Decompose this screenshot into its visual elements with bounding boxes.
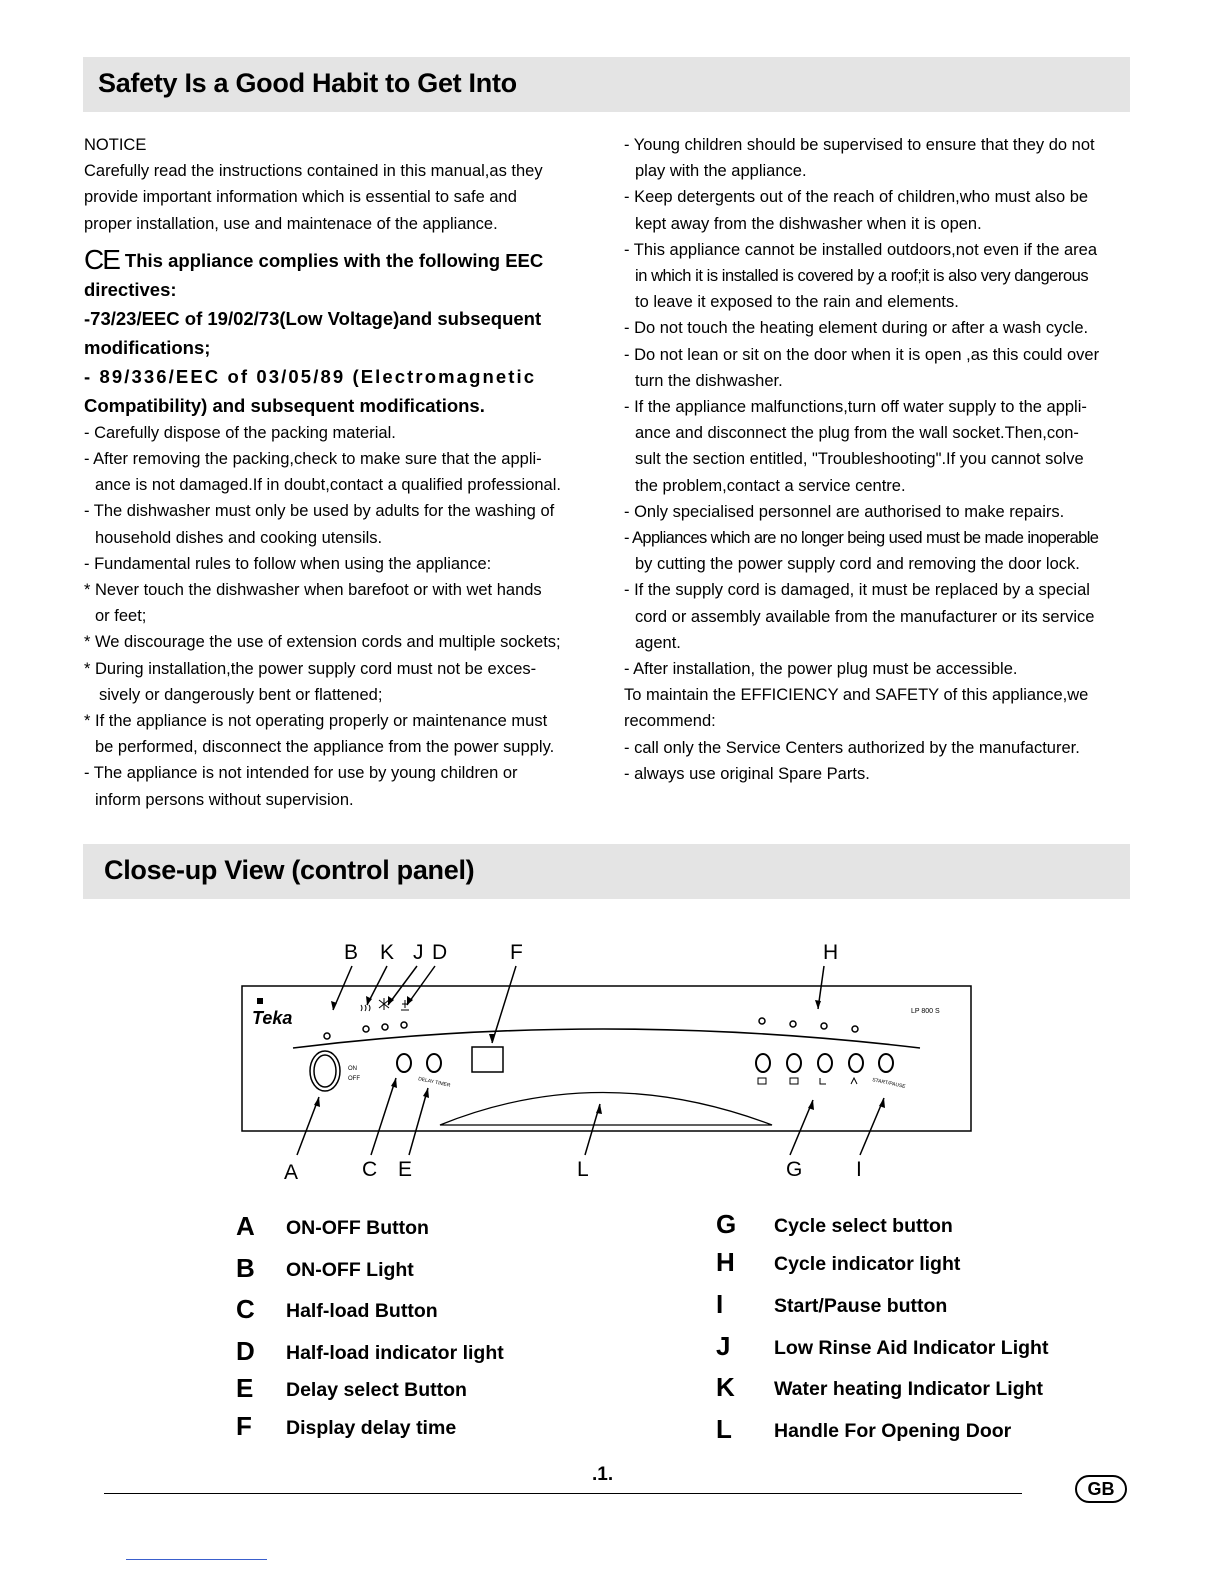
delay-display bbox=[472, 1047, 503, 1072]
intro-line-1: Carefully read the instructions contained in this manual,as they bbox=[84, 162, 543, 181]
cycle-button bbox=[756, 1054, 770, 1072]
half-load-light bbox=[401, 1022, 407, 1028]
model-label: LP 800 S bbox=[911, 1008, 940, 1015]
on-off-button-inner bbox=[314, 1055, 336, 1087]
directive-1a: -73/23/EEC of 19/02/73(Low Voltage)and subsequent bbox=[84, 307, 542, 329]
safety-line: in which it is installed is covered by a roof;it is also very dangerous bbox=[635, 267, 1089, 286]
cycle-light bbox=[852, 1026, 858, 1032]
callout-h: H bbox=[823, 941, 839, 964]
safety-line: - Appliances which are no longer being used must be made inoperable bbox=[624, 529, 1099, 548]
safety-line: kept away from the dishwasher when it is open. bbox=[635, 214, 982, 233]
intro-line-3: proper installation, use and maintenace of the appliance. bbox=[84, 214, 498, 233]
safety-line: sult the section entitled, "Troubleshooting".If you cannot solve bbox=[635, 450, 1084, 469]
half-load-button bbox=[397, 1054, 411, 1072]
delay-button bbox=[427, 1054, 441, 1072]
language-badge: GB bbox=[1075, 1475, 1127, 1503]
safety-line: play with the appliance. bbox=[635, 162, 807, 181]
safety-line: household dishes and cooking utensils. bbox=[95, 528, 383, 547]
safety-line: - The appliance is not intended for use by young children or bbox=[84, 764, 518, 783]
safety-line: - always use original Spare Parts. bbox=[624, 764, 870, 783]
cycle-light bbox=[759, 1018, 765, 1024]
rinse-aid-light bbox=[382, 1024, 388, 1030]
safety-line: by cutting the power supply cord and removing the door lock. bbox=[635, 555, 1080, 574]
start-label: START/PAUSE bbox=[871, 1077, 906, 1091]
safety-line: cord or assembly available from the manufacturer or its service bbox=[635, 607, 1095, 626]
heating-light bbox=[363, 1026, 369, 1032]
callout-l: L bbox=[577, 1158, 589, 1181]
cycle-light bbox=[790, 1021, 796, 1027]
safety-line: * We discourage the use of extension cords and multiple sockets; bbox=[84, 633, 561, 652]
safety-line: - Carefully dispose of the packing material. bbox=[84, 423, 396, 442]
safety-line: recommend: bbox=[624, 712, 716, 731]
cycle-icon bbox=[790, 1078, 798, 1084]
heating-icon bbox=[361, 1005, 370, 1011]
safety-line: - Only specialised personnel are authorised to make repairs. bbox=[624, 502, 1065, 521]
callout-g: G bbox=[786, 1158, 803, 1181]
directive-2b: Compatibility) and subsequent modifications. bbox=[84, 394, 485, 416]
safety-line: - Fundamental rules to follow when using the appliance: bbox=[84, 554, 492, 573]
callout-k: K bbox=[380, 941, 395, 964]
delay-label: DELAY TIMER bbox=[417, 1076, 451, 1089]
brand-logo: Teka bbox=[252, 1008, 293, 1028]
safety-line: sively or dangerously bent or flattened; bbox=[99, 685, 383, 704]
safety-line: ance is not damaged.If in doubt,contact a qualified professional. bbox=[95, 476, 561, 495]
safety-line: - After removing the packing,check to make sure that the appli- bbox=[84, 450, 542, 469]
safety-line: agent. bbox=[635, 633, 681, 652]
callout-e: E bbox=[398, 1158, 413, 1181]
safety-line: * If the appliance is not operating properly or maintenance must bbox=[84, 712, 548, 731]
directive-2a: - 89/336/EEC of 03/05/89 (Electromagnetic bbox=[84, 365, 537, 387]
directive-1b: modifications; bbox=[84, 336, 211, 358]
directives-heading: directives: bbox=[84, 278, 177, 300]
safety-line: - Do not lean or sit on the door when it is open ,as this could over bbox=[624, 345, 1100, 364]
callout-j: J bbox=[413, 941, 424, 964]
footer-divider bbox=[104, 1493, 1022, 1494]
intro-line-2: provide important information which is essential to safe and bbox=[84, 188, 517, 207]
safety-line: - The dishwasher must only be used by adults for the washing of bbox=[84, 502, 555, 521]
safety-line: - Young children should be supervised to ensure that they do not bbox=[624, 136, 1095, 154]
footer-link-underline bbox=[126, 1559, 267, 1560]
callout-i: I bbox=[856, 1158, 862, 1181]
safety-line: turn the dishwasher. bbox=[635, 371, 783, 390]
safety-line: to leave it exposed to the rain and elements. bbox=[635, 293, 959, 312]
safety-line: - Do not touch the heating element during or after a wash cycle. bbox=[624, 319, 1089, 338]
safety-line: or feet; bbox=[95, 607, 147, 626]
section-title-safety: Safety Is a Good Habit to Get Into bbox=[98, 68, 517, 98]
callout-c: C bbox=[362, 1158, 378, 1181]
callout-b: B bbox=[344, 941, 359, 964]
cycle-icon bbox=[758, 1078, 766, 1084]
safety-line: - If the supply cord is damaged, it must be replaced by a special bbox=[624, 581, 1090, 600]
safety-line: * During installation,the power supply cord must not be exces- bbox=[84, 659, 537, 678]
callout-d: D bbox=[432, 941, 448, 964]
safety-line: - Keep detergents out of the reach of children,who must also be bbox=[624, 188, 1089, 207]
callout-a: A bbox=[284, 1161, 299, 1184]
on-off-light bbox=[324, 1033, 330, 1039]
panel-arc bbox=[293, 1029, 920, 1048]
cycle-button bbox=[818, 1054, 832, 1072]
safety-line: To maintain the EFFICIENCY and SAFETY of this appliance,we bbox=[624, 686, 1089, 705]
safety-line: - If the appliance malfunctions,turn off water supply to the appli- bbox=[624, 398, 1087, 417]
safety-line: inform persons without supervision. bbox=[95, 790, 354, 809]
ce-text: This appliance complies with the following EEC bbox=[124, 249, 544, 271]
rinse-aid-icon bbox=[379, 998, 389, 1010]
section-title-control-panel: Close-up View (control panel) bbox=[104, 855, 475, 885]
safety-line: - After installation, the power plug must be accessible. bbox=[624, 660, 1018, 679]
safety-line: - This appliance cannot be installed outdoors,not even if the area bbox=[624, 240, 1098, 259]
off-label: OFF bbox=[348, 1076, 360, 1082]
safety-line: be performed, disconnect the appliance from the power supply. bbox=[95, 738, 555, 757]
page-number: .1. bbox=[592, 1464, 614, 1485]
cycle-icon bbox=[820, 1078, 826, 1084]
safety-line: the problem,contact a service centre. bbox=[635, 476, 906, 495]
notice-heading: NOTICE bbox=[84, 136, 147, 154]
cycle-light bbox=[821, 1023, 827, 1029]
safety-line: * Never touch the dishwasher when barefoot or with wet hands bbox=[84, 581, 542, 600]
callout-f: F bbox=[510, 941, 523, 964]
safety-line: ance and disconnect the plug from the wall socket.Then,con- bbox=[635, 424, 1079, 443]
cycle-button bbox=[849, 1054, 863, 1072]
cycle-button bbox=[787, 1054, 801, 1072]
start-pause-button bbox=[879, 1054, 893, 1072]
cycle-icon bbox=[851, 1078, 857, 1084]
safety-line: - call only the Service Centers authorized by the manufacturer. bbox=[624, 738, 1080, 757]
door-handle bbox=[440, 1093, 772, 1126]
ce-mark-icon: CE bbox=[84, 243, 119, 275]
on-label: ON bbox=[348, 1066, 357, 1072]
